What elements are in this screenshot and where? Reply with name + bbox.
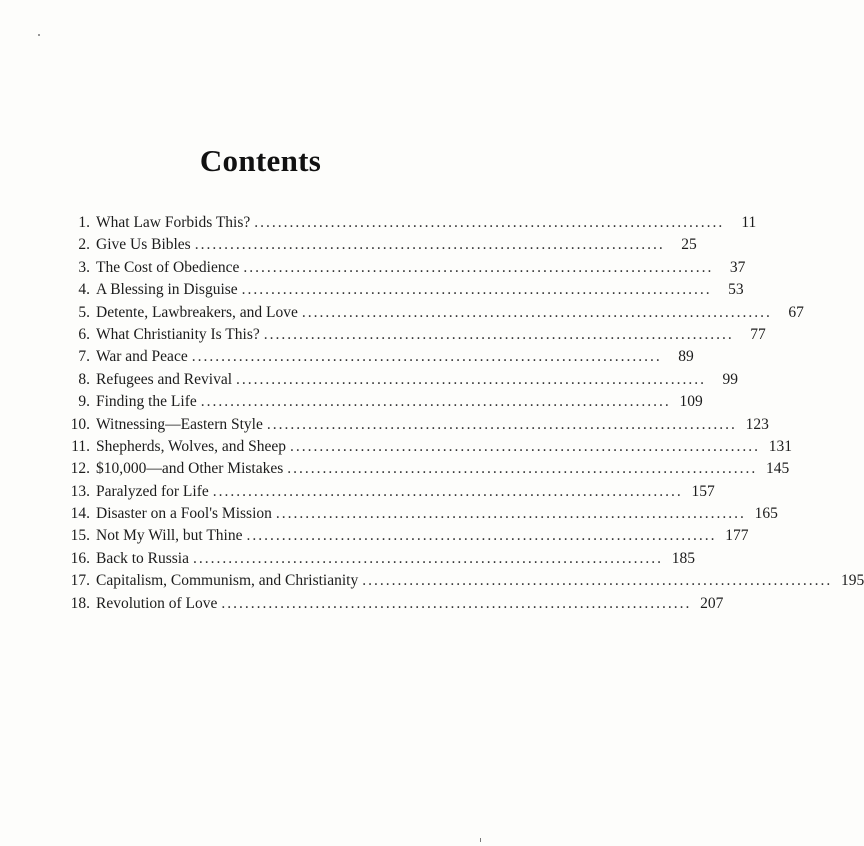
toc-entry-12 — [60, 458, 790, 480]
dot-leader: ................................................................................ — [301, 303, 772, 321]
entry-number: 9. — [78, 393, 90, 411]
entry-number: 4. — [78, 281, 90, 299]
entry-number: 10. — [70, 415, 90, 433]
entry-title: Revolution of Love — [96, 594, 218, 612]
toc-entry-16 — [60, 548, 695, 570]
entry-title: Disaster on a Fool's Mission — [96, 505, 272, 523]
toc-entry-4 — [60, 279, 744, 301]
toc-entry-10 — [60, 414, 769, 436]
entry-title: Refugees and Revival — [96, 370, 233, 388]
entry-number: 15. — [70, 527, 90, 545]
entry-title: Not My Will, but Thine — [96, 527, 243, 545]
dot-leader: ................................................................................ — [287, 460, 758, 478]
entry-page-number: 99 — [722, 370, 739, 388]
entry-number: 3. — [78, 258, 90, 276]
entry-title: The Cost of Obedience — [96, 258, 240, 276]
entry-title: $10,000—and Other Mistakes — [96, 460, 284, 478]
entry-title: Give Us Bibles — [96, 236, 191, 254]
entry-title: A Blessing in Disguise — [96, 281, 238, 299]
entry-page-number: 177 — [725, 527, 749, 545]
dot-leader: ................................................................................ — [241, 281, 712, 299]
toc-entry-17 — [60, 570, 864, 592]
toc-entry-15 — [60, 525, 749, 547]
entry-number: 5. — [78, 303, 90, 321]
entry-number: 1. — [78, 214, 90, 231]
entry-title: What Christianity Is This? — [96, 325, 260, 343]
entry-number: 16. — [70, 549, 90, 567]
entry-number: 6. — [78, 325, 90, 343]
entry-title: Paralyzed for Life — [96, 482, 209, 500]
dot-leader: ................................................................................ — [275, 505, 746, 523]
toc-entry-7 — [60, 346, 694, 368]
entry-title: Witnessing—Eastern Style — [96, 415, 263, 433]
entry-title: Shepherds, Wolves, and Sheep — [96, 437, 287, 455]
dot-leader: ................................................................................ — [254, 214, 725, 231]
entry-page-number: 123 — [745, 415, 769, 433]
dot-leader: ................................................................................ — [246, 527, 717, 545]
entry-page-number: 165 — [754, 505, 778, 523]
entry-page-number: 207 — [700, 594, 724, 612]
page-title: Contents — [199, 143, 322, 178]
dot-leader: ................................................................................ — [362, 572, 833, 590]
paper-speck — [480, 838, 481, 842]
entry-title: Detente, Lawbreakers, and Love — [96, 303, 298, 321]
toc-entry-3 — [60, 257, 746, 279]
entry-number: 18. — [70, 594, 90, 612]
dot-leader: ................................................................................ — [290, 437, 761, 455]
toc-entry-18 — [60, 593, 724, 615]
entry-number: 13. — [70, 482, 90, 500]
entry-page-number: 11 — [741, 214, 757, 231]
toc-entry-5 — [60, 302, 804, 324]
entry-number: 12. — [70, 460, 90, 478]
dot-leader: ................................................................................ — [263, 325, 734, 343]
dot-leader: ................................................................................ — [243, 258, 714, 276]
dot-leader: ................................................................................ — [200, 393, 671, 411]
entry-page-number: 195 — [840, 572, 864, 590]
table-of-contents — [60, 212, 864, 615]
entry-number: 8. — [78, 370, 90, 388]
entry-number: 14. — [70, 505, 90, 523]
entry-page-number: 77 — [750, 325, 766, 343]
entry-title: War and Peace — [96, 348, 188, 366]
toc-entry-8 — [60, 369, 739, 391]
entry-title: Finding the Life — [96, 393, 197, 411]
toc-entry-14 — [60, 503, 778, 525]
entry-page-number: 25 — [681, 236, 697, 254]
entry-page-number: 109 — [679, 393, 703, 411]
toc-entry-11 — [60, 436, 793, 458]
dot-leader: ................................................................................ — [194, 236, 665, 254]
toc-entry-2 — [60, 234, 697, 256]
entry-number: 2. — [78, 236, 90, 254]
entry-page-number: 145 — [766, 460, 790, 478]
toc-entry-1 — [60, 212, 757, 234]
entry-page-number: 53 — [728, 281, 744, 299]
entry-number: 7. — [78, 348, 90, 366]
entry-number: 11. — [71, 437, 90, 455]
entry-title: What Law Forbids This? — [96, 214, 251, 231]
dot-leader: ................................................................................ — [191, 348, 662, 366]
entry-page-number: 89 — [678, 348, 694, 366]
toc-entry-6 — [60, 324, 766, 346]
dot-leader: ................................................................................ — [193, 549, 663, 567]
entry-page-number: 37 — [729, 258, 746, 276]
dot-leader: ................................................................................ — [221, 594, 692, 612]
entry-page-number: 67 — [788, 303, 804, 321]
toc-entry-9 — [60, 391, 703, 413]
entry-title: Back to Russia — [96, 549, 189, 567]
dot-leader: ................................................................................ — [212, 482, 683, 500]
paper-speck — [38, 34, 40, 36]
dot-leader: ................................................................................ — [236, 370, 707, 388]
toc-entry-13 — [60, 481, 715, 503]
entry-title: Capitalism, Communism, and Christianity — [96, 572, 359, 590]
entry-page-number: 157 — [691, 482, 715, 500]
entry-number: 17. — [70, 572, 90, 590]
entry-page-number: 185 — [671, 549, 695, 567]
entry-page-number: 131 — [768, 437, 793, 455]
dot-leader: ................................................................................ — [266, 415, 737, 433]
